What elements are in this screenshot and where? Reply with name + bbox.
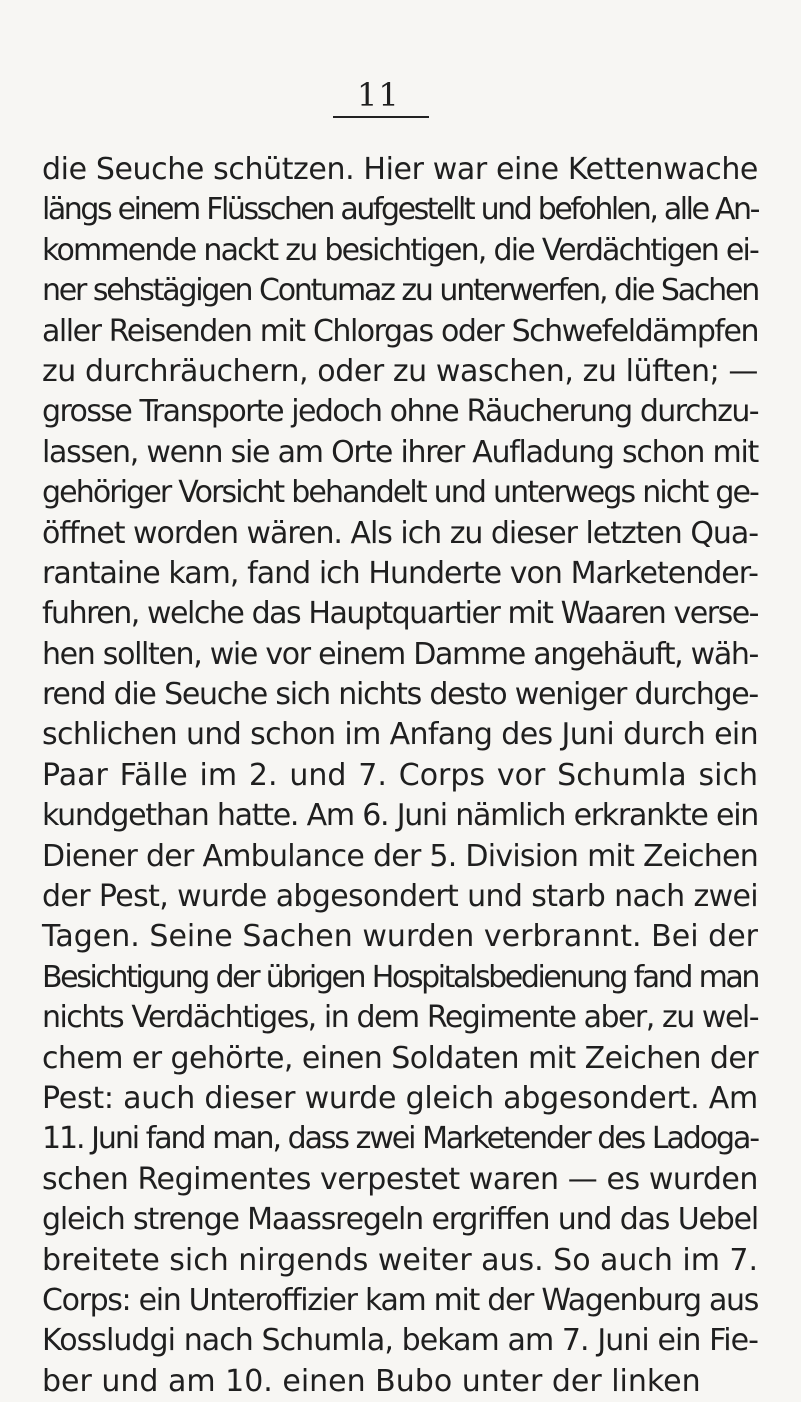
text-line: der Pest, wurde abgesondert und starb nach zwei [42, 879, 758, 915]
text-line: nichts Verdächtiges, in dem Regimente aber, zu wel- [42, 1000, 758, 1036]
text-line: aller Reisenden mit Chlorgas oder Schwefeldämpfen [42, 313, 758, 349]
text-line: gehöriger Vorsicht behandelt und unterwegs nicht ge- [42, 475, 758, 511]
text-line: ber und am 10. einen Bubo unter der linken [42, 1363, 701, 1399]
text-line: schlichen und schon im Anfang des Juni durch ein [42, 717, 758, 753]
text-line: Corps: ein Unteroffizier kam mit der Wagenburg aus [42, 1282, 758, 1318]
body-text [42, 150, 758, 1402]
page-header [333, 77, 429, 121]
text-line: grosse Transporte jedoch ohne Räucherung durchzu- [42, 394, 758, 430]
text-line: Pest: auch dieser wurde gleich abgesondert. Am [42, 1080, 758, 1116]
text-line: gleich strenge Maassregeln ergriffen und das Uebel [42, 1202, 758, 1238]
text-line: breitete sich nirgends weiter aus. So auch im 7. [42, 1242, 758, 1278]
text-line: ner sehstägigen Contumaz zu unterwerfen, die Sachen [42, 273, 758, 309]
text-line: rantaine kam, fand ich Hunderte von Marketender- [42, 555, 758, 591]
text-line: Paar Fälle im 2. und 7. Corps vor Schumla sich [42, 757, 758, 793]
text-line: zu durchräuchern, oder zu waschen, zu lüften; — [42, 353, 758, 389]
text-line: lassen, wenn sie am Orte ihrer Aufladung schon mit [42, 434, 758, 470]
text-line: rend die Seuche sich nichts desto weniger durchge- [42, 677, 758, 713]
text-line: kommende nackt zu besichtigen, die Verdächtigen ei- [42, 232, 758, 268]
text-line: kundgethan hatte. Am 6. Juni nämlich erkrankte ein [42, 798, 758, 834]
text-line: schen Regimentes verpestet waren — es wurden [42, 1161, 758, 1197]
text-line: öffnet worden wären. Als ich zu dieser letzten Qua- [42, 515, 758, 551]
page-number: 11 [357, 76, 400, 114]
text-line: 11. Juni fand man, dass zwei Marketender des Ladoga- [42, 1121, 758, 1157]
text-line: Kossludgi nach Schumla, bekam am 7. Juni ein Fie- [42, 1323, 758, 1359]
text-line: Tagen. Seine Sachen wurden verbrannt. Bei der [42, 919, 758, 955]
header-rule [333, 116, 429, 118]
text-line: fuhren, welche das Hauptquartier mit Waaren verse- [42, 596, 758, 632]
text-line: Diener der Ambulance der 5. Division mit Zeichen [42, 838, 758, 874]
text-line: chem er gehörte, einen Soldaten mit Zeichen der [42, 1040, 758, 1076]
text-line: längs einem Flüsschen aufgestellt und befohlen, alle An- [42, 192, 758, 228]
text-line: die Seuche schützen. Hier war eine Kettenwache [42, 152, 758, 187]
text-line: hen sollten, wie vor einem Damme angehäuft, wäh- [42, 636, 758, 672]
text-line: Besichtigung der übrigen Hospitalsbedienung fand man [42, 959, 758, 995]
